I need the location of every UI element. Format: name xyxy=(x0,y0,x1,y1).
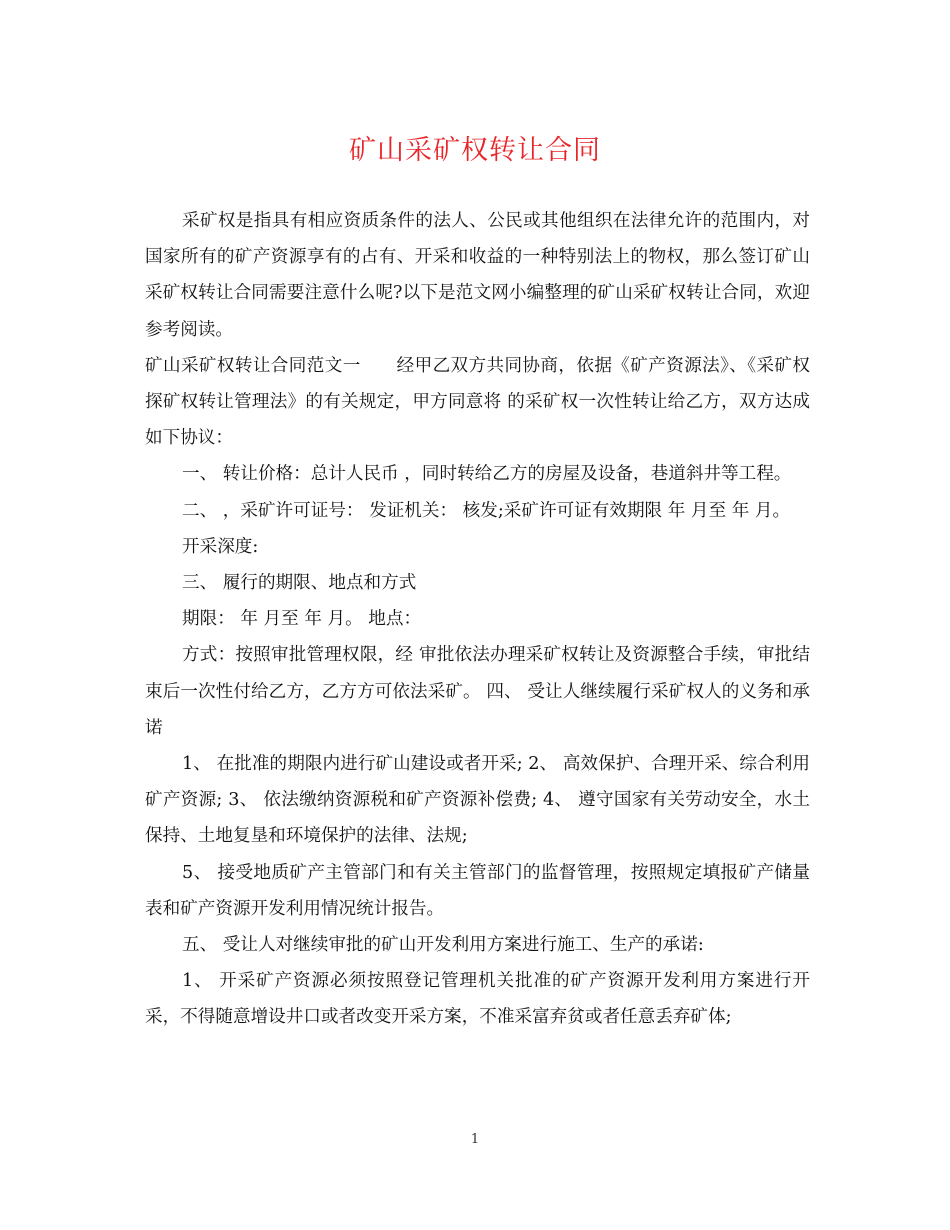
paragraph-intro: 采矿权是指具有相应资质条件的法人、公民或其他组织在法律允许的范围内，对国家所有的矿产资源享有的占有、开采和收益的一种特别法上的物权，那么签订矿山采矿权转让合同需要注意什么呢?以下是范文网小编整理的矿山采矿权转让合同，欢迎参考阅读。 xyxy=(145,211,810,340)
paragraph-clause-3: 三、 履行的期限、地点和方式 xyxy=(182,573,417,594)
paragraph-term-location: 期限： 年 月至 年 月。 地点： xyxy=(182,609,422,630)
paragraph-mining-depth: 开采深度: xyxy=(182,536,259,557)
paragraph-clause-1: 一、 转让价格：总计人民币 ，同时转给乙方的房屋及设备，巷道斜井等工程。 xyxy=(182,464,792,485)
paragraph-clause-5-item-1: 1、 开采矿产资源必须按照登记管理机关批准的矿产资源开发利用方案进行开采，不得随意增设井口或者改变开采方案，不准采富弃贫或者任意丢弃矿体; xyxy=(145,971,810,1028)
paragraph-obligations: 1、 在批准的期限内进行矿山建设或者开采; 2、 高效保护、合理开采、综合利用矿产资源; 3、 依法缴纳资源税和矿产资源补偿费; 4、 遵守国家有关劳动安全，水土保持、土地复垦和环境保护的法律、法规; xyxy=(145,754,810,847)
paragraph-clause-5: 五、 受让人对继续审批的矿山开发利用方案进行施工、生产的承诺: xyxy=(182,935,704,956)
paragraph-supervision: 5、 接受地质矿产主管部门和有关主管部门的监督管理，按照规定填报矿产储量表和矿产资源开发利用情况统计报告。 xyxy=(145,862,810,919)
paragraph-contract-preamble: 矿山采矿权转让合同范文一 经甲乙双方共同协商，依据《矿产资源法》、《采矿权探矿权转让管理法》的有关规定，甲方同意将 的采矿权一次性转让给乙方，双方达成如下协议： xyxy=(145,355,810,449)
page-number: 1 xyxy=(470,1132,480,1147)
document-title: 矿山采矿权转让合同 xyxy=(349,135,601,166)
paragraph-method: 方式：按照审批管理权限，经 审批依法办理采矿权转让及资源整合手续，审批结束后一次性付给乙方，乙方方可依法采矿。 四、 受让人继续履行采矿权人的义务和承诺 xyxy=(145,645,810,738)
document-body xyxy=(145,203,810,1036)
paragraph-clause-2: 二、 ，采矿许可证号： 发证机关： 核发;采矿许可证有效期限 年 月至 年 月。 xyxy=(182,500,791,521)
